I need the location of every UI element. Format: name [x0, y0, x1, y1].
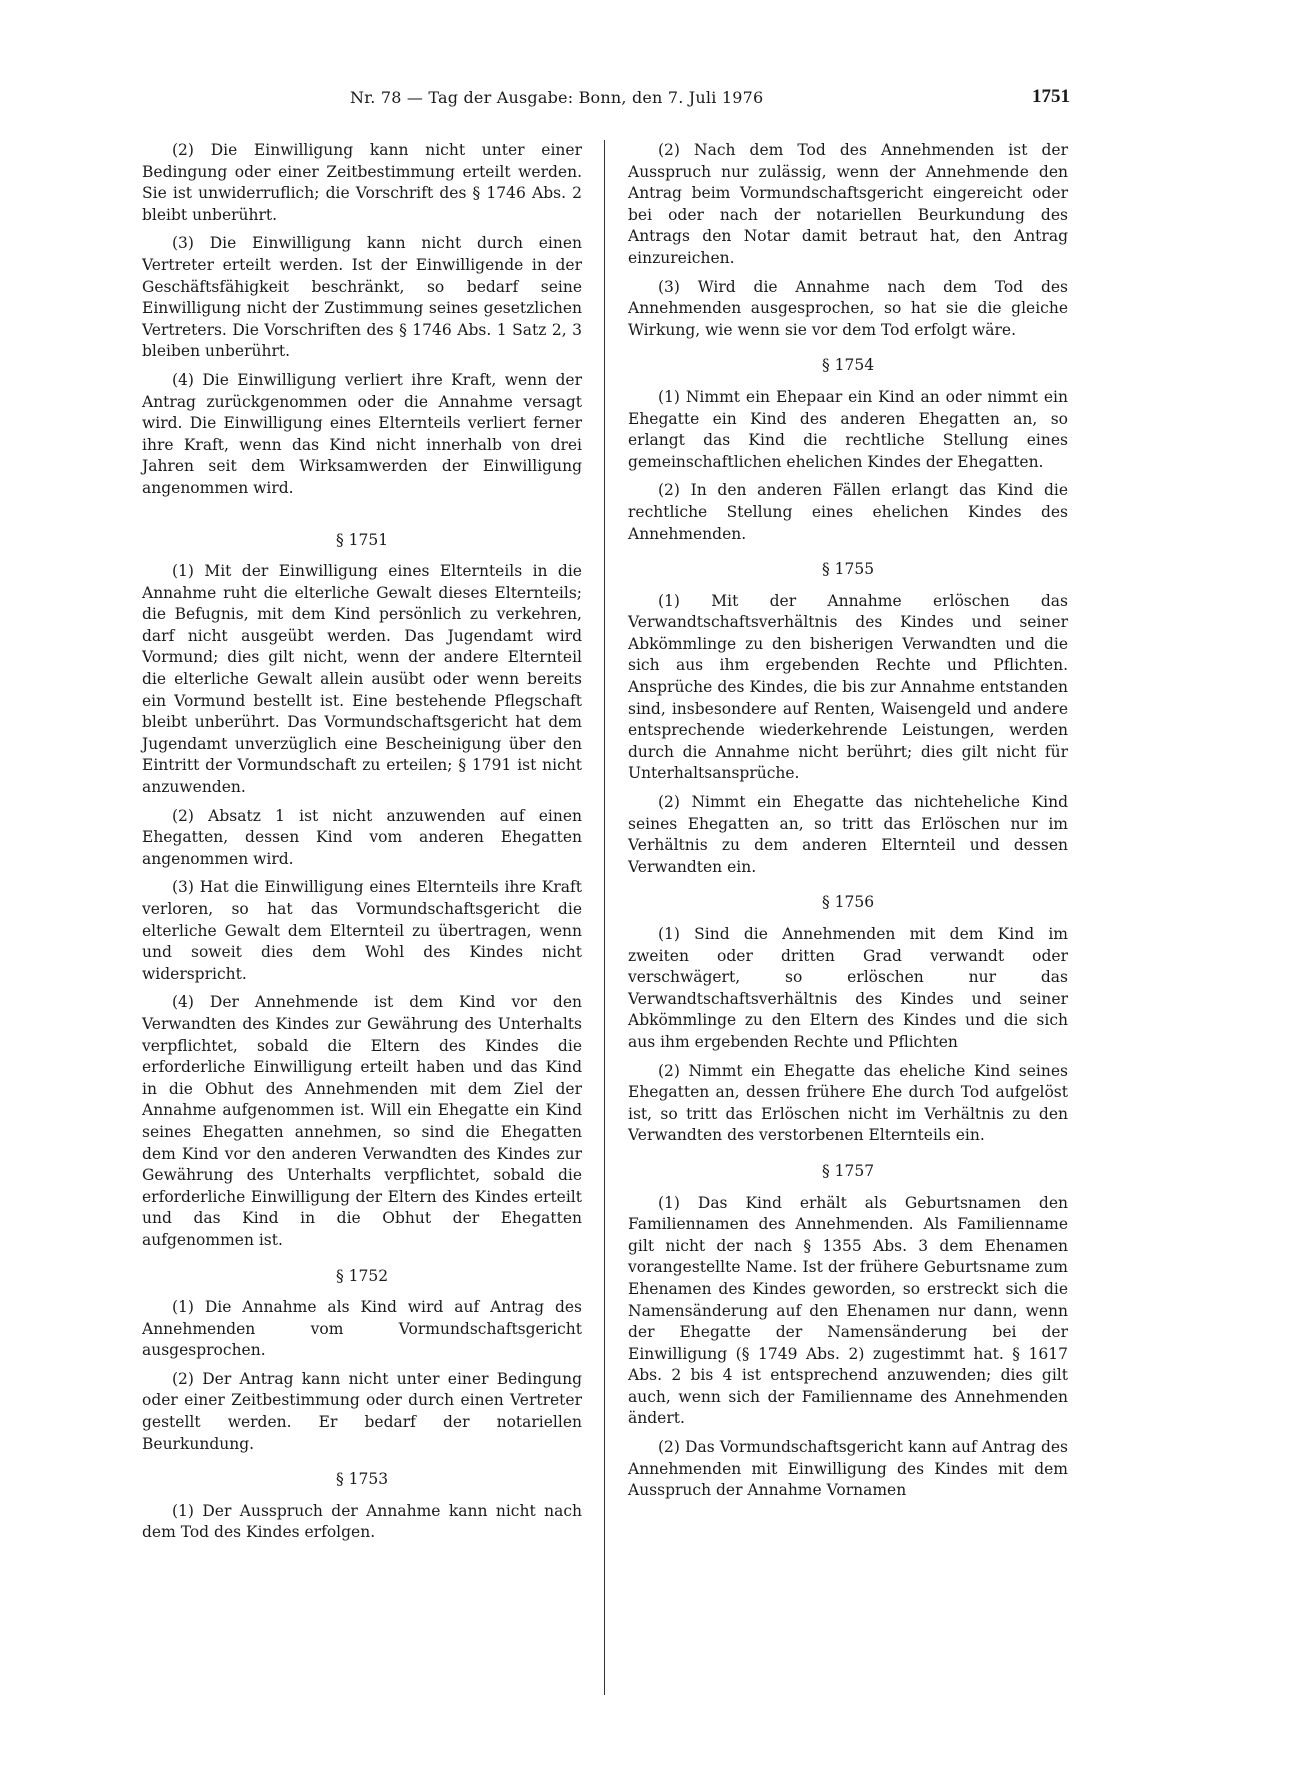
paragraph: (4) Der Annehmende ist dem Kind vor den Verwandten des Kindes zur Gewährung des Unterhalts verpflichtet, sobald die Eltern des Kindes die erforderliche Einwilligung erteilt haben und das Kind in die Obhut des Annehmenden mit dem Ziel der Annahme aufgenommen ist. Will ein Ehegatte ein Kind seines Ehegatten annehmen, so sind die Ehegatten dem Kind vor den anderen Verwandten des Kindes zur Gewährung des Unterhalts verpflichtet, sobald die erforderliche Einwilligung der Eltern des Kindes erteilt und das Kind in die Obhut der Ehegatten aufgenommen ist. — [142, 993, 582, 1249]
column-divider — [604, 140, 605, 1695]
right-column — [628, 140, 1068, 1509]
paragraph: (2) In den anderen Fällen erlangt das Kind die rechtliche Stellung eines ehelichen Kindes des Annehmenden. — [628, 481, 1068, 543]
section-heading: § 1751 — [335, 530, 389, 549]
paragraph: (1) Mit der Einwilligung eines Elternteils in die Annahme ruht die elterliche Gewalt dieses Elternteils; die Befugnis, mit dem Kind persönlich zu verkehren, darf nicht ausgeübt werden. Das Jugendamt wird Vormund; dies gilt nicht, wenn der andere Elternteil die elterliche Gewalt allein ausübt oder wenn bereits ein Vormund bestellt ist. Eine bestehende Pflegschaft bleibt unberührt. Das Vormundschaftsgericht hat dem Jugendamt unverzüglich eine Bescheinigung über den Eintritt der Vormundschaft zu erteilen; § 1791 ist nicht anzuwenden. — [142, 562, 582, 797]
left-column — [142, 140, 582, 1551]
paragraph: (2) Nimmt ein Ehegatte das eheliche Kind seines Ehegatten an, dessen frühere Ehe durch Tod aufgelöst ist, so tritt das Erlöschen nicht im Verhältnis zu den Verwandten des verstorbenen Elternteils ein. — [628, 1061, 1068, 1145]
paragraph: (1) Nimmt ein Ehepaar ein Kind an oder nimmt ein Ehegatte ein Kind des anderen Ehegatten an, so erlangt das Kind die rechtliche Stellung eines gemeinschaftlichen ehelichen Kindes der Ehegatten. — [628, 387, 1068, 471]
paragraph: (3) Die Einwilligung kann nicht durch einen Vertreter erteilt werden. Ist der Einwilligende in der Geschäftsfähigkeit beschränkt, so bedarf seine Einwilligung nicht der Zustimmung seines gesetzlichen Vertreters. Die Vorschriften des § 1746 Abs. 1 Satz 2, 3 bleiben unberührt. — [142, 234, 582, 361]
paragraph: (2) Nimmt ein Ehegatte das nichteheliche Kind seines Ehegatten an, so tritt das Erlöschen nur im Verhältnis zu dem anderen Elternteil und dessen Verwandten ein. — [628, 793, 1068, 876]
page-number: 1751 — [1032, 86, 1070, 107]
section-heading: § 1756 — [821, 893, 875, 912]
header-text: Nr. 78 — Tag der Ausgabe: Bonn, den 7. Juli 1976 — [350, 88, 764, 107]
paragraph: (1) Die Annahme als Kind wird auf Antrag des Annehmenden vom Vormundschaftsgericht ausgesprochen. — [142, 1298, 582, 1360]
paragraph: (4) Die Einwilligung verliert ihre Kraft, wenn der Antrag zurückgenommen oder die Annahme versagt wird. Die Einwilligung eines Elternteils verliert ferner ihre Kraft, wenn das Kind nicht innerhalb von drei Jahren seit dem Wirksamwerden der Einwilligung angenommen wird. — [142, 370, 582, 497]
paragraph: (1) Das Kind erhält als Geburtsnamen den Familiennamen des Annehmenden. Als Familienname gilt nicht der nach § 1355 Abs. 3 dem Ehenamen vorangestellte Name. Ist der frühere Geburtsname zum Ehenamen des Kindes geworden, so erstreckt sich die Namensänderung auf den Ehenamen nur dann, wenn der Ehegatte der Namensänderung bei der Einwilligung (§ 1749 Abs. 2) zugestimmt hat. § 1617 Abs. 2 bis 4 ist entsprechend anzuwenden; dies gilt auch, wenn sich der Familienname des Annehmenden ändert. — [628, 1193, 1068, 1428]
paragraph: (1) Mit der Annahme erlöschen das Verwandtschaftsverhältnis des Kindes und seiner Abkömmlinge zu den bisherigen Verwandten und die sich aus ihm ergebenden Rechte und Pflichten. Ansprüche des Kindes, die bis zur Annahme entstanden sind, insbesondere auf Renten, Waisengeld und andere entsprechende wiederkehrende Leistungen, werden durch die Annahme nicht berührt; dies gilt nicht für Unterhaltsansprüche. — [628, 591, 1068, 783]
section-heading: § 1753 — [335, 1470, 389, 1489]
page-header — [140, 88, 1070, 118]
section-heading: § 1755 — [821, 560, 875, 579]
paragraph: (2) Das Vormundschaftsgericht kann auf Antrag des Annehmenden mit Einwilligung des Kindes mit dem Ausspruch der Annahme Vornamen — [628, 1438, 1068, 1500]
section-heading: § 1752 — [335, 1266, 389, 1285]
paragraph: (2) Nach dem Tod des Annehmenden ist der Ausspruch nur zulässig, wenn der Annehmende den Antrag beim Vormundschaftsgericht eingereicht oder bei oder nach der notariellen Beurkundung des Antrags den Notar damit betraut hat, den Antrag einzureichen. — [628, 141, 1068, 267]
paragraph: (1) Sind die Annehmenden mit dem Kind im zweiten oder dritten Grad verwandt oder verschwägert, so erlöschen nur das Verwandtschaftsverhältnis des Kindes und seiner Abkömmlinge zu den Eltern des Kindes und die sich aus ihm ergebenden Rechte und Pflichten — [628, 925, 1068, 1051]
paragraph: (2) Absatz 1 ist nicht anzuwenden auf einen Ehegatten, dessen Kind vom anderen Ehegatten angenommen wird. — [142, 806, 582, 868]
paragraph: (3) Hat die Einwilligung eines Elternteils ihre Kraft verloren, so hat das Vormundschaftsgericht die elterliche Gewalt dem Elternteil zu übertragen, wenn und soweit dies dem Wohl des Kindes nicht widerspricht. — [142, 878, 582, 983]
paragraph: (1) Der Ausspruch der Annahme kann nicht nach dem Tod des Kindes erfolgen. — [142, 1501, 582, 1542]
section-heading: § 1754 — [821, 356, 875, 375]
paragraph: (2) Der Antrag kann nicht unter einer Bedingung oder einer Zeitbestimmung oder durch einen Vertreter gestellt werden. Er bedarf der notariellen Beurkundung. — [142, 1369, 582, 1453]
section-heading: § 1757 — [821, 1161, 875, 1180]
paragraph: (2) Die Einwilligung kann nicht unter einer Bedingung oder einer Zeitbestimmung erteilt werden. Sie ist unwiderruflich; die Vorschrift des § 1746 Abs. 2 bleibt unberührt. — [142, 141, 582, 224]
paragraph: (3) Wird die Annahme nach dem Tod des Annehmenden ausgesprochen, so hat sie die gleiche Wirkung, wie wenn sie vor dem Tod erfolgt wäre. — [628, 277, 1068, 339]
